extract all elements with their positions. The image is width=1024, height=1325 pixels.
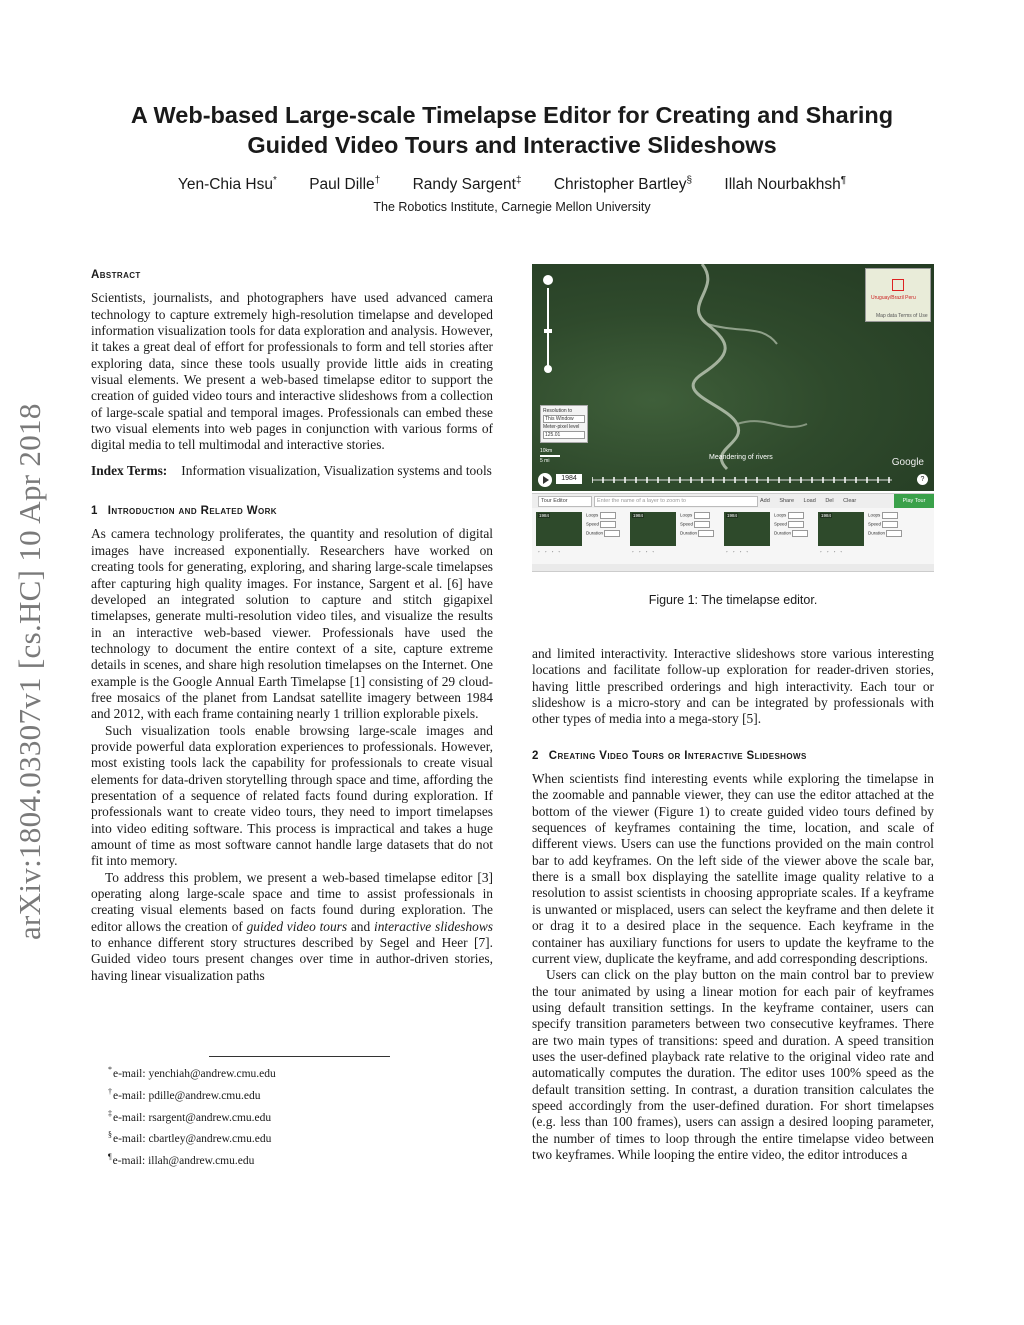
google-logo: Google	[891, 457, 924, 468]
section-1-paragraph-1: As camera technology proliferates, the quantity and resolution of digital images have increased exponentially. Researchers have worked on creating tools for generating, exploring, and sharing large-scale timelapses after capturing high quality images. For instance, Sargent et al. [6] have developed an integrated solution to capture and stitch gigapixel timelapses, generate multi-resolution video tiles, and visualize the results in an interactive web-based viewer. Professionals have used the technology to document the entire context of a site, capture extreme details in scenes, and share high resolution timelapses on the Internet. One example is the Google Annual Earth Timelapse [1] consisting of 29 cloud-free mosaics of the planet from Landsat satellite imagery between 1984 and 2012, with each frame containing nearly 1 trillion explorable pixels.	[91, 526, 493, 722]
keyframe-thumbnail: 1984	[630, 512, 676, 546]
keyframe-2[interactable]: 1984 Loops Speed Duration ◦ ◦ ◦ ◦	[628, 510, 718, 560]
clear-button[interactable]: Clear	[843, 498, 857, 504]
figure-caption: Figure 1: The timelapse editor.	[648, 593, 818, 607]
author-1: Yen-Chia Hsu*	[177, 175, 277, 194]
section-2-paragraph-2: Users can click on the play button on the main control bar to preview the tour animated by using a linear motion for each pair of keyframes using default transition settings. In the keyframe container, users can specify transition parameters between two consecutive keyframes. There are two main types of transitions: speed and duration. A speed transition uses the user-defined playback rate relative to the original video rate and automatically computes the duration. The editor uses 100% speed as the default transition setting. In contrast, a duration transition calculates the speed accordingly from the user-defined duration. For short timelapses (e.g. less than 100 frames), users can assign a desired looping parameter, the number of times to loop through the entire timelapse video between two keyframes. While looping the entire video, the editor introduces a	[532, 967, 934, 1162]
footnote-3: ‡e-mail: rsargent@andrew.cmu.edu	[108, 1108, 272, 1124]
arxiv-identifier: arXiv:1804.03307v1 [cs.HC] 10 Apr 2018	[12, 403, 47, 940]
author-3: Randy Sargent‡	[412, 175, 522, 194]
keyframe-3[interactable]: 1984 Loops Speed Duration ◦ ◦ ◦ ◦	[722, 510, 812, 560]
keyframe-action-icons[interactable]: ◦ ◦ ◦ ◦	[820, 549, 845, 554]
title-line-1: A Web-based Large-scale Timelapse Editor for Creating and Sharing	[130, 102, 894, 128]
right-paragraph-continued: and limited interactivity. Interactive slideshows store various interesting locations and facilitate follow-up exploration for reader-driven stories, having little prescribed orderings and high interactivity. Each tour or slideshow is a micro-story and can be integrated by professionals with other types of media into a mega-story [5].	[532, 646, 934, 727]
control-buttons	[760, 496, 864, 506]
index-terms: Index Terms: Information visualization, Visualization systems and tools	[91, 462, 492, 478]
left-column	[91, 267, 493, 984]
author-list	[100, 175, 924, 194]
resolution-box: Resolution to This Window Meter-pixel level 125.01	[540, 405, 588, 443]
footnote-4: §e-mail: cbartley@andrew.cmu.edu	[108, 1130, 272, 1146]
section-2-paragraph-1: When scientists find interesting events while exploring the timelapse in the zoomable and pannable viewer, they can use the editor attached at the bottom of the viewer (Figure 1) to create guided video tours defined by sequences of keyframes containing the time, location, and scale of different views. Users can use the functions provided on the main control bar to add keyframes. On the left side of the viewer above the scale bar, there is a small box displaying the satellite image quality relative to a resolution to assist scientists in choosing appropriate scales. If a keyframe is unwanted or misplaced, users can select the keyframe and then delete it or drag it to a desired place in the sequence. Each keyframe in the container has auxiliary functions for users to update the keyframe to the current view, duplicate the keyframe, and add corresponding descriptions.	[532, 771, 934, 966]
right-column	[532, 646, 934, 1163]
tour-editor-select[interactable]: Tour Editor	[538, 496, 592, 507]
map-annotation: Meandering of rivers	[709, 454, 773, 461]
resolution-select[interactable]: This Window	[543, 415, 585, 423]
timeline-ticks[interactable]	[592, 477, 892, 483]
section-1-heading: 1 Introduction and Related Work	[91, 505, 277, 518]
keyframe-thumbnail: 1984	[724, 512, 770, 546]
keyframe-1[interactable]: 1984 Loops Speed Duration ◦ ◦ ◦ ◦	[534, 510, 624, 560]
keyframe-thumbnail: 1984	[818, 512, 864, 546]
section-1-paragraph-2: Such visualization tools enable browsing large-scale images and provide powerful data exploration experiences to professionals. However, most existing tools lack the capability for professionals to create visual elements for data-driven storytelling through space and time, affording the presentation of a sequence of related facts found during exploration. If professionals want to create video tours, they need to import timelapses into video editing software. This process is impractical and takes a huge amount of time as most software cannot handle large datasets that do not fit into memory.	[91, 722, 493, 869]
keyframe-action-icons[interactable]: ◦ ◦ ◦ ◦	[726, 549, 751, 554]
footnote-5: ¶e-mail: illah@andrew.cmu.edu	[108, 1152, 255, 1168]
help-icon[interactable]: ?	[917, 474, 928, 485]
title-line-2: Guided Video Tours and Interactive Slideshows	[247, 132, 777, 158]
scale-bar: 10km 5 mi	[540, 448, 560, 464]
keyframe-action-icons[interactable]: ◦ ◦ ◦ ◦	[538, 549, 563, 554]
share-button[interactable]: Share	[779, 498, 795, 504]
paper-title	[100, 100, 924, 160]
keyframe-thumbnail: 1984	[536, 512, 582, 546]
author-2: Paul Dille†	[309, 175, 381, 194]
affiliation: The Robotics Institute, Carnegie Mellon University	[373, 200, 651, 214]
section-1-paragraph-3: To address this problem, we present a web-based timelapse editor [3] operating along large-scale space and time to assist professionals in creating visual elements based on facts found during exploration. The editor allows the creation of guided video tours and interactive slideshows to enhance different story structures described by Segel and Heer [7]. Guided video tours present changes over time in author-driven stories, having linear visualization paths	[91, 869, 494, 983]
main-control-bar	[532, 493, 934, 509]
keyframe-action-icons[interactable]: ◦ ◦ ◦ ◦	[632, 549, 657, 554]
layer-search-input[interactable]: Enter the name of a layer to zoom to	[594, 496, 758, 507]
footnote-1: *e-mail: yenchiah@andrew.cmu.edu	[108, 1065, 276, 1080]
add-button[interactable]: Add	[760, 498, 770, 504]
abstract-text: Scientists, journalists, and photographers have used advanced camera technology to capture extremely high-resolution timelapse and developed information visualization tools for data exploration and analysis. However, it takes a great deal of effort for professionals to form and tell stories after exploring data, since these tools usually provide little aids in creating visual elements. We present a web-based timelapse editor to support the creation of guided video tours and interactive slideshows from a collection of large-scale spatial and temporal images. Professionals can embed these two visual elements into web pages in conjunction with various forms of digital media to tell multimodal and interactive stories.	[91, 290, 493, 453]
keyframe-scrollbar[interactable]	[532, 564, 934, 572]
minimap-viewport	[892, 279, 904, 291]
delete-button[interactable]: Del	[825, 498, 834, 504]
load-button[interactable]: Load	[803, 498, 816, 504]
overview-minimap[interactable]: Uruguay/Brazil Peru Map data Terms of Use	[865, 268, 931, 322]
timeline-bar	[532, 469, 934, 491]
zoom-slider[interactable]	[542, 274, 554, 374]
keyframe-container	[532, 508, 934, 565]
figure-timelapse-editor	[532, 264, 934, 572]
footnote-rule	[209, 1056, 390, 1057]
keyframe-4[interactable]: 1984 Loops Speed Duration ◦ ◦ ◦ ◦	[816, 510, 906, 560]
abstract-heading: Abstract	[91, 269, 141, 281]
author-5: Illah Nourbakhsh¶	[724, 175, 847, 194]
footnotes	[91, 1056, 493, 1170]
footnote-2: †e-mail: pdille@andrew.cmu.edu	[108, 1086, 261, 1102]
timelapse-map-view[interactable]	[532, 264, 934, 491]
play-icon[interactable]	[538, 473, 552, 487]
section-2-heading: 2 Creating Video Tours or Interactive Slideshows	[532, 749, 807, 762]
year-display: 1984	[556, 474, 582, 484]
play-tour-button[interactable]: Play Tour	[894, 494, 934, 508]
author-4: Christopher Bartley§	[553, 175, 693, 194]
